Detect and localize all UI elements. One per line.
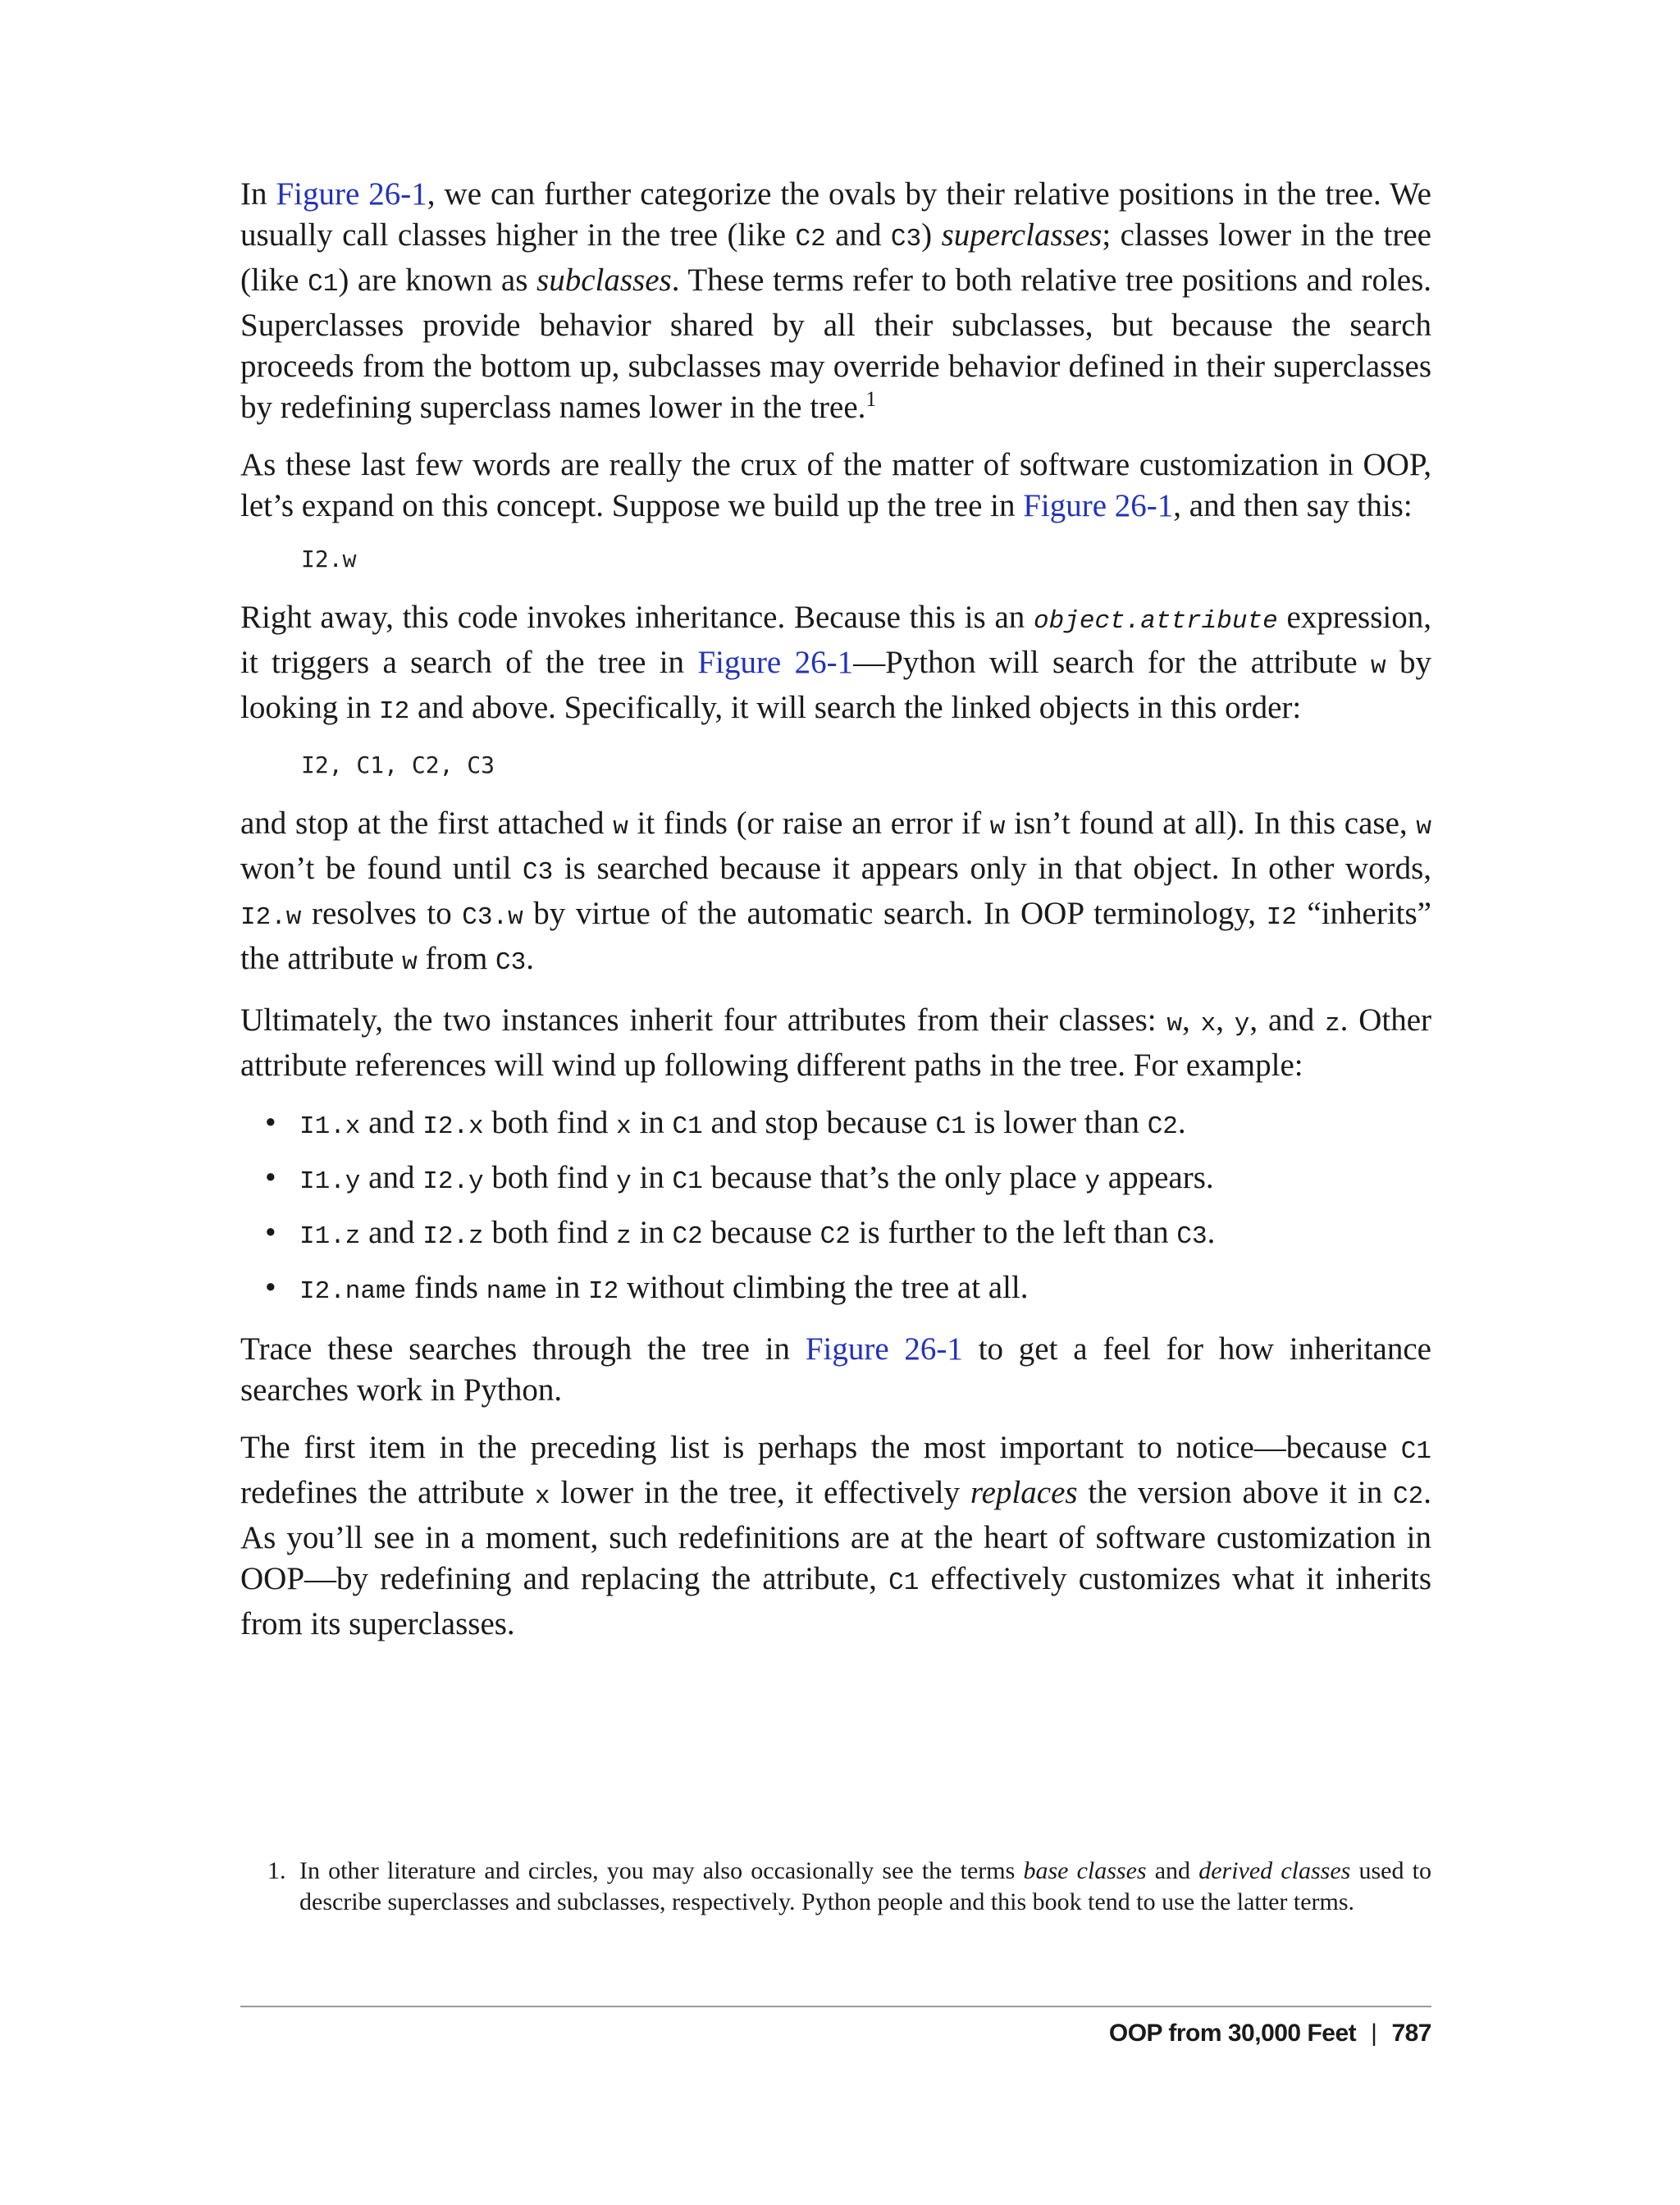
inline-code: C1 xyxy=(672,1167,703,1196)
list-item xyxy=(265,1267,1431,1312)
bullet-list xyxy=(240,1102,1431,1312)
footer-separator: | xyxy=(1371,2020,1377,2047)
text: ) xyxy=(921,217,942,253)
paragraph-four-attributes xyxy=(240,1000,1431,1086)
paragraph-superclasses xyxy=(240,174,1431,428)
text: lower in the tree, it effectively xyxy=(550,1475,970,1510)
inline-code: C1 xyxy=(888,1568,920,1597)
page-body xyxy=(240,174,1431,1661)
inline-code: C2 xyxy=(795,225,826,253)
text: . xyxy=(526,941,534,976)
inline-code: C1 xyxy=(1400,1437,1431,1466)
inline-code: C3 xyxy=(890,225,922,253)
paragraph-trace xyxy=(240,1329,1431,1411)
inline-code: z xyxy=(1325,1010,1340,1039)
emphasis: replaces xyxy=(970,1475,1078,1510)
bullet-icon: • xyxy=(265,1105,276,1140)
inline-code: w xyxy=(613,813,628,842)
running-title: OOP from 30,000 Feet xyxy=(1108,2020,1357,2047)
text: Ultimately, the two instances inherit four attributes from their classes: xyxy=(240,1002,1167,1038)
text: by looking in xyxy=(240,645,1432,725)
code-block-search-order: I2, C1, C2, C3 xyxy=(301,751,495,778)
emphasis: derived classes xyxy=(1198,1857,1351,1884)
inline-code: I2 xyxy=(379,697,410,726)
footer-divider xyxy=(240,2006,1431,2007)
text: and above. Specifically, it will search the linked objects in this order: xyxy=(409,690,1302,725)
inline-code: x xyxy=(534,1482,550,1511)
page-number: 787 xyxy=(1391,2020,1431,2047)
text: and xyxy=(825,217,891,253)
text: , we can further categorize the ovals by their relative positions in the tree. We usually call classes higher in the tree (like xyxy=(240,176,1431,253)
text: without climbing the tree at all. xyxy=(619,1270,1029,1305)
inline-code: w xyxy=(1371,652,1386,681)
text: Trace these searches through the tree in xyxy=(240,1331,806,1367)
inline-code: C3.w xyxy=(462,903,523,932)
inline-code: w xyxy=(989,813,1006,842)
text: resolves to xyxy=(301,896,463,931)
inline-code: C2 xyxy=(1393,1482,1424,1511)
text: . Other attribute references will wind up following different paths in the tree. For example: xyxy=(240,1002,1432,1083)
text: both find xyxy=(483,1105,617,1140)
list-item xyxy=(265,1157,1431,1203)
bullet-icon: • xyxy=(265,1160,276,1195)
text: is lower than xyxy=(966,1105,1148,1140)
text: . xyxy=(1177,1105,1186,1140)
text: finds xyxy=(406,1270,486,1305)
text: “inherits” the attribute xyxy=(240,896,1431,976)
text: —Python will search for the attribute xyxy=(853,645,1372,680)
text: appears. xyxy=(1100,1160,1214,1195)
text: . xyxy=(1207,1215,1216,1250)
code-block-i2w: I2.w xyxy=(301,546,357,573)
inline-code: C1 xyxy=(935,1112,966,1141)
text: in xyxy=(631,1160,673,1195)
inline-code: y xyxy=(1234,1010,1250,1039)
inline-code: name xyxy=(486,1277,548,1306)
text: ) are known as xyxy=(338,262,537,298)
bullet-icon: • xyxy=(265,1215,276,1250)
footnote-number: 1. xyxy=(267,1857,286,1884)
text: to get a feel for how inheritance searches work in Python. xyxy=(240,1331,1431,1408)
text: redefines the attribute xyxy=(240,1475,535,1510)
inline-code: z xyxy=(616,1222,632,1251)
inline-code: I2.w xyxy=(240,903,302,932)
inline-code: y xyxy=(1084,1167,1101,1196)
inline-code: w xyxy=(402,948,418,977)
figure-link[interactable]: Figure 26-1 xyxy=(276,176,427,212)
footnote xyxy=(240,1856,1431,1918)
text: in xyxy=(631,1105,673,1140)
text: is searched because it appears only in that object. In other words, xyxy=(553,851,1431,886)
paragraph-inheritance-search xyxy=(240,597,1431,733)
paragraph-redefinition xyxy=(240,1427,1431,1645)
inline-code: C2 xyxy=(1147,1112,1178,1141)
text: used to describe superclasses and subclasses, respectively. Python people and this book tend to use the latter terms. xyxy=(299,1857,1431,1915)
text: and xyxy=(1146,1857,1199,1884)
inline-code: I2.name xyxy=(299,1277,407,1306)
inline-code: I2.z xyxy=(422,1222,484,1251)
emphasis: base classes xyxy=(1023,1857,1147,1884)
text: . These terms refer to both relative tree positions and roles. Superclasses provide behavior shared by all their subclasses, but because the search proceeds from the bottom up, subclasses may override behavior defined in their superclasses by redefining superclass names lower in the tree. xyxy=(240,262,1432,425)
text: and stop at the first attached xyxy=(240,806,614,841)
emphasis: superclasses xyxy=(941,217,1102,253)
inline-code: x xyxy=(616,1112,632,1141)
figure-link[interactable]: Figure 26-1 xyxy=(1023,488,1174,523)
inline-code: C3 xyxy=(495,948,527,977)
text: effectively customizes what it inherits from its superclasses. xyxy=(240,1561,1431,1641)
text: In xyxy=(240,176,276,212)
text: and xyxy=(360,1160,423,1195)
inline-code: C1 xyxy=(308,270,339,299)
text: in xyxy=(547,1270,588,1305)
text: Right away, this code invokes inheritance. Because this is an xyxy=(240,600,1034,635)
text: and stop because xyxy=(702,1105,936,1140)
inline-code: C3 xyxy=(1176,1222,1208,1251)
inline-code: I1.x xyxy=(299,1112,361,1141)
inline-code: C1 xyxy=(672,1112,703,1141)
paragraph-stop-first xyxy=(240,803,1431,984)
text: , xyxy=(1182,1002,1201,1038)
text: The first item in the preceding list is perhaps the most important to notice—because xyxy=(240,1430,1401,1465)
text: , and then say this: xyxy=(1173,488,1413,523)
inline-code: w xyxy=(1166,1010,1183,1039)
inline-code: y xyxy=(616,1167,632,1196)
inline-code: x xyxy=(1200,1010,1217,1039)
inline-code: w xyxy=(1416,813,1431,842)
text: expression, it triggers a search of the tree in xyxy=(240,600,1431,680)
inline-code: I2 xyxy=(588,1277,619,1306)
bullet-icon: • xyxy=(265,1270,276,1305)
inline-code: I2 xyxy=(1266,903,1297,932)
page-footer xyxy=(1109,2020,1431,2048)
text: won’t be found until xyxy=(240,851,523,886)
figure-link[interactable]: Figure 26-1 xyxy=(805,1331,963,1367)
text: it finds (or raise an error if xyxy=(628,806,990,841)
figure-link[interactable]: Figure 26-1 xyxy=(697,645,854,680)
text: by virtue of the automatic search. In OOP terminology, xyxy=(523,896,1267,931)
footnote-ref[interactable]: 1 xyxy=(865,387,877,411)
paragraph-crux xyxy=(240,445,1431,527)
text: in xyxy=(631,1215,673,1250)
text: isn’t found at all). In this case, xyxy=(1005,806,1417,841)
list-item xyxy=(265,1212,1431,1258)
inline-code-italic: object.attribute xyxy=(1034,607,1278,636)
text: , xyxy=(1216,1002,1235,1038)
text: because that’s the only place xyxy=(702,1160,1085,1195)
text: the version above it in xyxy=(1077,1475,1394,1510)
inline-code: I2.y xyxy=(422,1167,484,1196)
text: both find xyxy=(483,1215,617,1250)
emphasis: subclasses xyxy=(536,262,672,298)
text: from xyxy=(417,941,496,976)
text: both find xyxy=(483,1160,617,1195)
text: In other literature and circles, you may also occasionally see the terms xyxy=(299,1857,1024,1884)
text: . As you’ll see in a moment, such redefinitions are at the heart of software customization in OOP—by redefining and replacing the attribute, xyxy=(240,1475,1431,1596)
text: ; classes lower in the tree (like xyxy=(240,217,1431,298)
inline-code: C2 xyxy=(819,1222,851,1251)
inline-code: C2 xyxy=(672,1222,703,1251)
inline-code: I1.y xyxy=(299,1167,361,1196)
text: and xyxy=(360,1105,423,1140)
footnote-text xyxy=(299,1856,1431,1918)
text: is further to the left than xyxy=(850,1215,1177,1250)
inline-code: I1.z xyxy=(299,1222,361,1251)
list-item xyxy=(265,1102,1431,1148)
text: and xyxy=(360,1215,423,1250)
text: , and xyxy=(1249,1002,1326,1038)
text: because xyxy=(702,1215,820,1250)
inline-code: I2.x xyxy=(422,1112,484,1141)
inline-code: C3 xyxy=(523,858,554,887)
text: As these last few words are really the crux of the matter of software customization in OOP, let’s expand on this concept. Suppose we build up the tree in xyxy=(240,447,1431,523)
